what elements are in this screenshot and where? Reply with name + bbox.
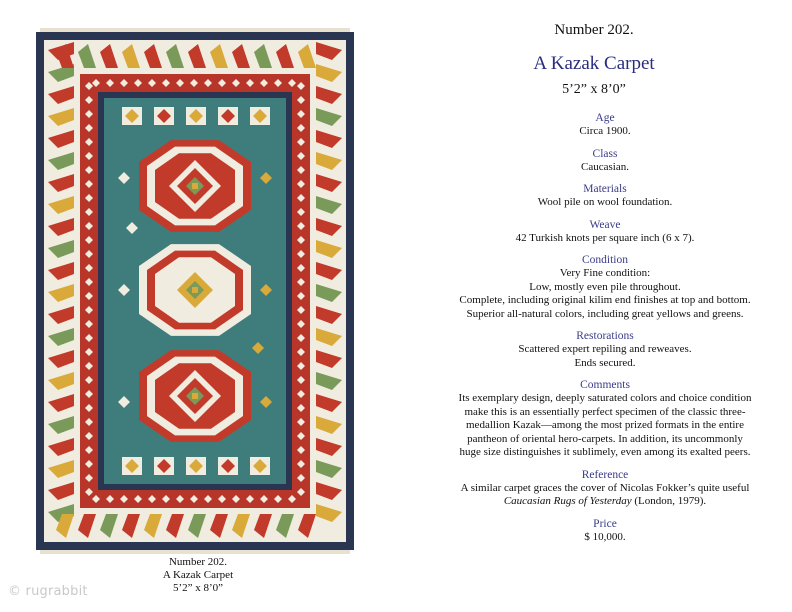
section-age (426, 112, 784, 139)
section-text: medallion Kazak—among the most prized formats in the entire (466, 419, 744, 431)
caption-title: A Kazak Carpet (162, 569, 234, 581)
section-text: A similar carpet graces the cover of Nicolas Fokker’s quite useful (460, 481, 750, 494)
right-page (396, 0, 792, 612)
section-restorations (426, 330, 784, 370)
section-text: huge size distinguishes it sublimely, even among its exalted peers. (459, 446, 751, 458)
section-materials (426, 183, 784, 210)
section-text: Its exemplary design, deeply saturated colors and choice condition (458, 392, 752, 404)
section-text: Caucasian. (581, 160, 629, 173)
section-label: Reference (581, 468, 629, 481)
section-label: Condition (581, 254, 628, 266)
section-text: Wool pile on wool foundation. (537, 196, 673, 208)
section-label: Age (595, 112, 615, 124)
section-text: 42 Turkish knots per square inch (6 x 7). (515, 231, 695, 244)
section-reference (426, 469, 784, 509)
carpet-size: 5’2” x 8’0” (562, 82, 626, 97)
section-class (426, 148, 784, 175)
section-text: Superior all-natural colors, including great yellows and greens. (466, 307, 744, 320)
section-label: Comments (580, 379, 630, 391)
page-title: A Kazak Carpet (533, 53, 655, 74)
section-comments (426, 379, 784, 460)
section-label: Weave (589, 218, 621, 231)
section-text: Very Fine condition: (559, 267, 651, 279)
section-label: Materials (583, 183, 627, 195)
section-condition (426, 254, 784, 321)
carpet-image (36, 28, 354, 554)
watermark: © rugrabbit (8, 584, 88, 599)
book-details: (London, 1979). (631, 495, 707, 507)
section-text: pantheon of oriental hero-carpets. In addition, its uncommonly (467, 432, 743, 445)
section-text-line (426, 495, 784, 509)
section-label: Restorations (576, 330, 634, 342)
caption-size: 5’2” x 8’0” (172, 582, 224, 594)
lot-number: Number 202. (554, 22, 634, 38)
section-text: Low, mostly even pile throughout. (529, 280, 681, 293)
section-text: Ends secured. (574, 356, 636, 369)
section-label: Price (593, 517, 617, 530)
caption-number: Number 202. (168, 556, 228, 568)
details (426, 112, 784, 553)
section-price (426, 518, 784, 545)
section-text: Complete, including original kilim end finishes at top and bottom. (459, 294, 751, 306)
section-text: $ 10,000. (584, 530, 626, 543)
section-weave (426, 219, 784, 246)
book-title: Caucasian Rugs of Yesterday (503, 495, 632, 507)
section-text: Scattered expert repiling and reweaves. (518, 343, 692, 355)
section-label: Class (592, 147, 618, 160)
section-text: make this is an essentially perfect specimen of the classic three- (464, 405, 746, 418)
section-text: Circa 1900. (579, 125, 631, 137)
